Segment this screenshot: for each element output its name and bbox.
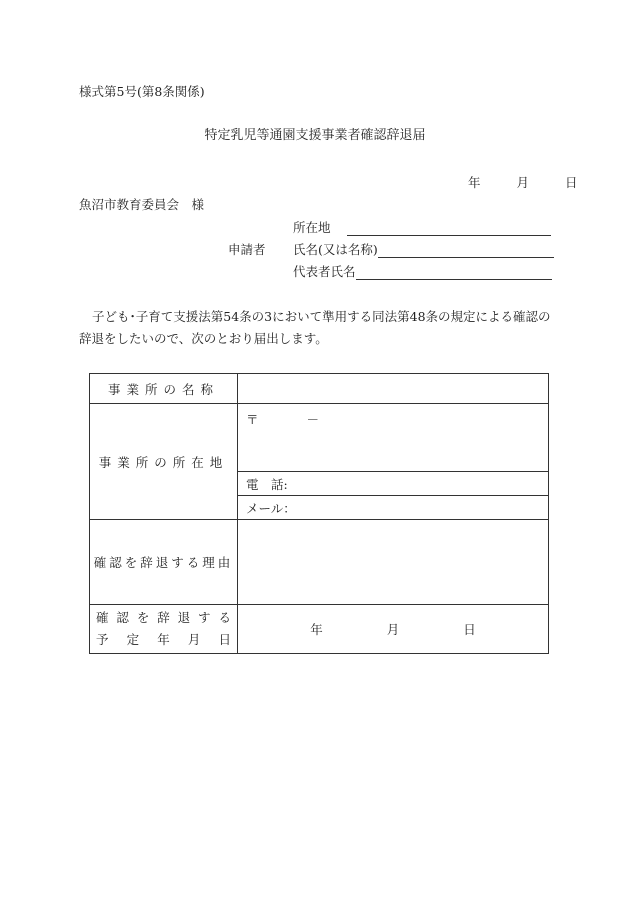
scheduled-date-field[interactable] [238,605,549,654]
scheduled-month-label: 月 [386,622,400,637]
applicant-address-row [293,218,551,236]
notice-body-text [79,306,563,350]
postal-mark: 〒 [246,412,259,427]
email-label: メール： [246,500,296,516]
withdrawal-reason-label: 確認を辞退する理由 [90,520,238,605]
scheduled-year-label: 年 [310,622,323,637]
representative-name-row [293,262,552,280]
office-name-field[interactable] [238,374,549,404]
document-title: 特定乳児等通園支援事業者確認辞退届 [204,128,426,143]
office-name-label: 事業所の名称 [90,374,238,404]
date-day-label: 日 [564,175,578,190]
phone-label: 電 話: [246,476,288,492]
applicant-label: 申請者 [228,242,266,257]
applicant-name-field[interactable] [378,243,554,258]
applicant-address-field[interactable] [347,221,551,236]
date-month-label: 月 [516,175,529,190]
office-address-label: 事業所の所在地 [90,404,238,520]
applicant-address-label: 所在地 [293,220,331,235]
office-postal-field[interactable] [238,404,549,472]
email-field[interactable] [238,496,549,520]
addressee: 魚沼市教育委員会 様 [79,197,205,212]
withdrawal-reason-field[interactable] [238,520,549,605]
notification-table [89,373,549,654]
postal-dash: － [306,412,319,427]
date-year-label: 年 [468,175,481,190]
form-number: 様式第5号(第8条関係) [79,84,205,99]
applicant-name-label: 氏名(又は名称) [293,242,378,257]
applicant-name-row [293,240,554,258]
representative-name-field[interactable] [356,265,552,280]
representative-name-label: 代表者氏名 [293,264,356,279]
scheduled-date-label-line1: 確 認 を 辞 退 す る [96,610,231,625]
scheduled-date-label-line2: 予 定 年 月 日 [96,632,231,647]
phone-field[interactable] [238,472,549,496]
scheduled-date-label [90,605,238,654]
notice-body-content: 子ども･子育て支援法第54条の3において準用する同法第48条の規定による確認の辞退をしたいので、次のとおり届出します。 [79,309,551,346]
submission-date [468,173,577,191]
scheduled-day-label: 日 [463,622,476,637]
